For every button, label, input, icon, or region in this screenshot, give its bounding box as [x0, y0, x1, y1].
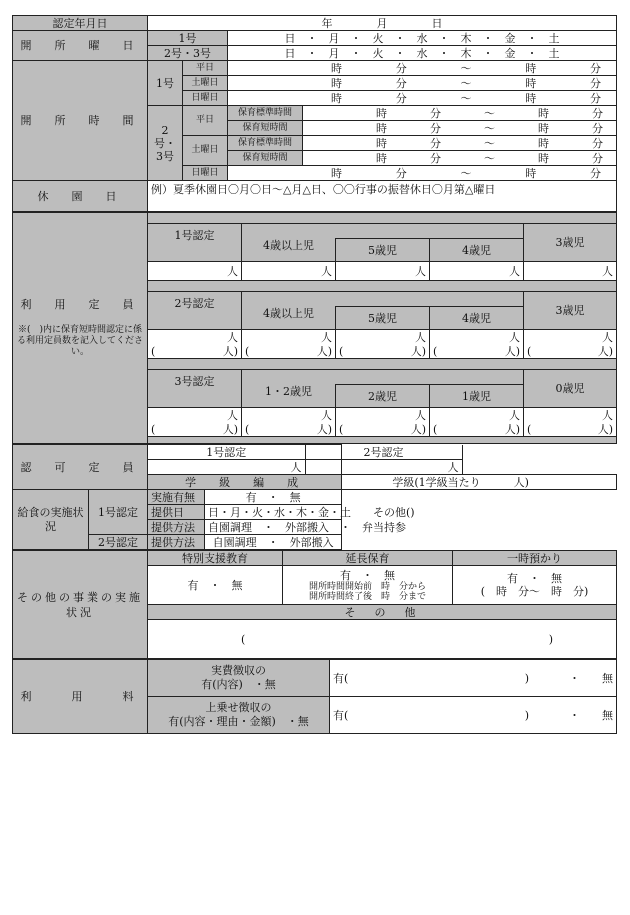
hour-unit: 時	[525, 76, 537, 90]
other-table	[12, 550, 617, 659]
approved-val-1[interactable]: 人	[148, 460, 305, 475]
cap1-val-5[interactable]: 人	[524, 262, 617, 281]
meals-method-label-1: 提供方法	[148, 520, 205, 535]
minute-unit: 分	[590, 76, 601, 90]
meals-type2: 2号認定	[89, 535, 148, 550]
cap3-sub1: 2歳児	[336, 385, 430, 408]
tilde: 〜	[460, 76, 472, 90]
cap3-val-1[interactable]: 人	[148, 408, 242, 423]
fees-extra-label-2: 有(内容・理由・金額) ・無	[168, 715, 309, 728]
minute-unit: 分	[590, 61, 601, 75]
hours-23-saturday-short: 保育短時間	[228, 151, 303, 166]
open-days-type-23: 2号・3号	[148, 46, 228, 61]
paren-open: (	[151, 344, 156, 358]
hours-1-sunday: 日曜日	[183, 91, 228, 106]
hour-unit: 時	[331, 166, 342, 180]
paren-close: 人)	[316, 344, 332, 358]
capacity-label: 利 用 定 員	[20, 298, 140, 311]
cap3-val-4[interactable]: 人	[430, 408, 524, 423]
paren-open: (	[527, 344, 532, 358]
cap3-val-5[interactable]: 人	[524, 408, 617, 423]
capacity-note: ※( )内に保育短時間認定に係る利用定員数を記入してください。	[16, 325, 143, 357]
cap2-header-top	[242, 292, 524, 307]
minute-unit: 分	[592, 136, 603, 150]
open-days-values-23[interactable]: 日 ・ 月 ・ 火 ・ 水 ・ 木 ・ 金 ・ 土	[228, 46, 617, 61]
hours-23-weekday-standard-time[interactable]	[303, 106, 617, 121]
certification-form	[12, 15, 617, 734]
approved-val-2[interactable]: 人	[305, 460, 462, 475]
meals-method-2[interactable]: 自園調理 ・ 外部搬入	[205, 535, 342, 550]
fees-table	[12, 659, 617, 734]
temp-time: ( 時 分〜 時 分)	[480, 585, 589, 598]
cap1-last: 3歳児	[524, 224, 617, 262]
paren-close: 人)	[597, 344, 613, 358]
meals-days-close: )	[410, 505, 415, 519]
cap1-val-4[interactable]: 人	[430, 262, 524, 281]
minute-unit: 分	[430, 151, 441, 165]
closed-label: 休 園 日	[13, 181, 148, 212]
hours-23-saturday-short-time[interactable]	[303, 151, 617, 166]
approved-col-1: 1号認定	[148, 445, 305, 460]
meals-type1: 1号認定	[89, 490, 148, 535]
cap3-val-2[interactable]: 人	[242, 408, 336, 423]
hours-23-weekday: 平日	[183, 106, 228, 136]
meals-days-label: 提供日	[148, 505, 205, 520]
temp-cell[interactable]	[453, 566, 617, 605]
open-days-label: 開 所 曜 日	[13, 31, 148, 61]
paren-open: (	[245, 422, 250, 436]
minute-unit: 分	[395, 166, 407, 180]
misc-value[interactable]	[148, 620, 617, 659]
hours-1-weekday-time[interactable]	[228, 61, 617, 76]
hours-23-sunday-time[interactable]	[228, 166, 617, 181]
cap3-last: 0歳児	[524, 370, 617, 408]
fees-actual-value[interactable]	[330, 660, 617, 697]
hours-1-weekday: 平日	[183, 61, 228, 76]
hours-23-saturday-standard-time[interactable]	[303, 136, 617, 151]
cap3-title: 3号認定	[148, 370, 242, 408]
special-value[interactable]: 有 ・ 無	[148, 566, 283, 605]
paren-close: 人)	[504, 344, 520, 358]
paren-close: 人)	[410, 344, 426, 358]
fees-extra-none: ・ 無	[569, 708, 613, 722]
hour-unit: 時	[331, 91, 342, 105]
cap2-title: 2号認定	[148, 292, 242, 330]
paren-open: (	[339, 422, 344, 436]
fees-actual-open: 有(	[333, 671, 349, 685]
hours-23-weekday-standard: 保育標準時間	[228, 106, 303, 121]
hour-unit: 時	[538, 121, 549, 135]
cap3-short-5[interactable]	[524, 422, 617, 437]
fees-extra-label-1: 上乗せ徴収の	[205, 701, 272, 714]
cap2-short-2[interactable]	[242, 344, 336, 359]
cap1-header-top	[242, 224, 524, 239]
minute-unit: 分	[592, 151, 603, 165]
cap2-group: 4歳以上児	[242, 307, 336, 330]
temp-label: 一時預かり	[453, 551, 617, 566]
paren-open: (	[339, 344, 344, 358]
minute-unit: 分	[395, 91, 407, 105]
hours-23-weekday-short: 保育短時間	[228, 121, 303, 136]
fees-extra-label	[148, 697, 330, 734]
cap3-header-top	[242, 370, 524, 385]
hours-group-1: 1号	[148, 61, 183, 106]
hour-unit: 時	[525, 61, 537, 75]
fees-actual-label-1: 実費徴収の	[211, 664, 266, 677]
paren-open: (	[245, 344, 250, 358]
cap2-val-3[interactable]: 人	[336, 330, 430, 345]
capacity-spacer	[148, 437, 617, 444]
cap1-val-1[interactable]: 人	[148, 262, 242, 281]
meals-days-text: 日・月・火・水・木・金・土 その他(	[208, 505, 411, 519]
capacity-spacer	[148, 359, 617, 370]
cap3-short-3[interactable]	[336, 422, 430, 437]
paren-close: 人)	[504, 422, 520, 436]
cap1-sub2: 4歳児	[430, 239, 524, 262]
cap2-short-5[interactable]	[524, 344, 617, 359]
tilde: 〜	[460, 61, 472, 75]
fees-actual-label	[148, 660, 330, 697]
extended-cell[interactable]	[283, 566, 453, 605]
meals-label: 給食の実施状況	[13, 490, 89, 550]
hour-unit: 時	[376, 136, 387, 150]
cap2-short-4[interactable]	[430, 344, 524, 359]
fees-extra-value[interactable]	[330, 697, 617, 734]
cap1-val-3[interactable]: 人	[336, 262, 430, 281]
paren-close: 人)	[222, 344, 238, 358]
hours-23-sunday: 日曜日	[183, 166, 228, 181]
cap2-sub2: 4歳児	[430, 307, 524, 330]
approved-label: 認 可 定 員	[13, 445, 148, 490]
extended-line2: 開所時間終了後 時 分まで	[308, 591, 426, 602]
capacity-table	[12, 212, 617, 444]
open-days-values-1[interactable]: 日 ・ 月 ・ 火 ・ 水 ・ 木 ・ 金 ・ 土	[228, 31, 617, 46]
meals-days-value[interactable]	[205, 505, 415, 520]
hours-23-saturday: 土曜日	[183, 136, 228, 166]
tilde: 〜	[484, 121, 495, 135]
cap3-short-1[interactable]	[148, 422, 242, 437]
cap3-sub2: 1歳児	[430, 385, 524, 408]
meals-method-1[interactable]: 自園調理 ・ 外部搬入 ・ 弁当持参	[205, 520, 342, 535]
minute-unit: 分	[430, 106, 441, 120]
extended-line1: 開所時間開始前 時 分から	[308, 581, 426, 592]
minute-unit: 分	[395, 76, 407, 90]
hour-unit: 時	[538, 136, 549, 150]
cap2-val-1[interactable]: 人	[148, 330, 242, 345]
hours-group-23: 2号・3号	[148, 106, 183, 181]
fees-extra-close: )	[524, 708, 529, 722]
tilde: 〜	[484, 106, 495, 120]
schedule-table	[12, 15, 617, 212]
fees-actual-close: )	[524, 671, 529, 685]
minute-unit: 分	[592, 121, 603, 135]
tilde: 〜	[484, 151, 495, 165]
hour-unit: 時	[331, 61, 342, 75]
paren-close: 人)	[222, 422, 238, 436]
meals-impl-value[interactable]: 有 ・ 無	[205, 490, 342, 505]
date-value[interactable]: 年 月 日	[148, 16, 617, 31]
meals-method-label-2: 提供方法	[148, 535, 205, 550]
cap3-short-2[interactable]	[242, 422, 336, 437]
cap1-sub1: 5歳児	[336, 239, 430, 262]
misc-label: そ の 他	[148, 605, 617, 620]
fees-actual-none: ・ 無	[569, 671, 613, 685]
approved-cells	[148, 445, 459, 475]
approval-table	[12, 444, 617, 550]
paren-close: 人)	[410, 422, 426, 436]
minute-unit: 分	[590, 91, 601, 105]
cap2-val-2[interactable]: 人	[242, 330, 336, 345]
cap2-sub1: 5歳児	[336, 307, 430, 330]
hour-unit: 時	[538, 151, 549, 165]
approved-col-2: 2号認定	[305, 445, 462, 460]
special-label: 特別支援教育	[148, 551, 283, 566]
misc-open: (	[241, 632, 246, 646]
classes-label: 学 級 編 成	[148, 475, 342, 490]
fees-actual-label-2: 有(内容) ・無	[201, 678, 276, 691]
tilde: 〜	[484, 136, 495, 150]
minute-unit: 分	[395, 61, 407, 75]
hours-23-saturday-standard: 保育標準時間	[228, 136, 303, 151]
hours-1-saturday: 土曜日	[183, 76, 228, 91]
tilde: 〜	[460, 166, 472, 180]
classes-value[interactable]: 学級(1学級当たり 人)	[342, 475, 617, 490]
fees-label: 利 用 料	[13, 660, 148, 734]
meals-impl-label: 実施有無	[148, 490, 205, 505]
open-days-type-1: 1号	[148, 31, 228, 46]
paren-close: 人)	[597, 422, 613, 436]
paren-open: (	[433, 422, 438, 436]
cap1-val-2[interactable]: 人	[242, 262, 336, 281]
cap1-title: 1号認定	[148, 224, 242, 262]
other-label: その他の事業の実施状況	[13, 551, 148, 659]
hour-unit: 時	[525, 91, 537, 105]
temp-value: 有 ・ 無	[507, 572, 562, 585]
hour-unit: 時	[376, 121, 387, 135]
tilde: 〜	[460, 91, 472, 105]
cap2-val-5[interactable]: 人	[524, 330, 617, 345]
cap2-val-4[interactable]: 人	[430, 330, 524, 345]
extended-value: 有 ・ 無	[340, 568, 395, 582]
capacity-spacer	[148, 281, 617, 292]
hour-unit: 時	[538, 106, 549, 120]
cap2-short-3[interactable]	[336, 344, 430, 359]
hours-label: 開 所 時 間	[13, 61, 148, 181]
hours-23-weekday-short-time[interactable]	[303, 121, 617, 136]
cap3-group: 1・2歳児	[242, 385, 336, 408]
cap3-short-4[interactable]	[430, 422, 524, 437]
minute-unit: 分	[430, 136, 441, 150]
paren-close: 人)	[316, 422, 332, 436]
cap2-last: 3歳児	[524, 292, 617, 330]
paren-open: (	[433, 344, 438, 358]
cap3-val-3[interactable]: 人	[336, 408, 430, 423]
paren-open: (	[527, 422, 532, 436]
hour-unit: 時	[525, 166, 537, 180]
hours-1-saturday-time[interactable]	[228, 76, 617, 91]
minute-unit: 分	[592, 106, 603, 120]
capacity-spacer	[148, 213, 617, 224]
hour-unit: 時	[376, 106, 387, 120]
minute-unit: 分	[430, 121, 441, 135]
paren-open: (	[151, 422, 156, 436]
capacity-label-cell	[13, 213, 148, 444]
cap2-short-1[interactable]	[148, 344, 242, 359]
date-label: 認定年月日	[13, 16, 148, 31]
hours-1-sunday-time[interactable]	[228, 91, 617, 106]
approved-grid	[148, 445, 462, 474]
cap1-group: 4歳以上児	[242, 239, 336, 262]
minute-unit: 分	[590, 166, 601, 180]
closed-example[interactable]: 例）夏季休園日〇月〇日〜△月△日、〇〇行事の振替休日〇月第△曜日	[148, 181, 617, 212]
misc-close: )	[548, 632, 553, 646]
extended-label: 延長保育	[283, 551, 453, 566]
fees-extra-open: 有(	[333, 708, 349, 722]
hour-unit: 時	[331, 76, 342, 90]
hour-unit: 時	[376, 151, 387, 165]
